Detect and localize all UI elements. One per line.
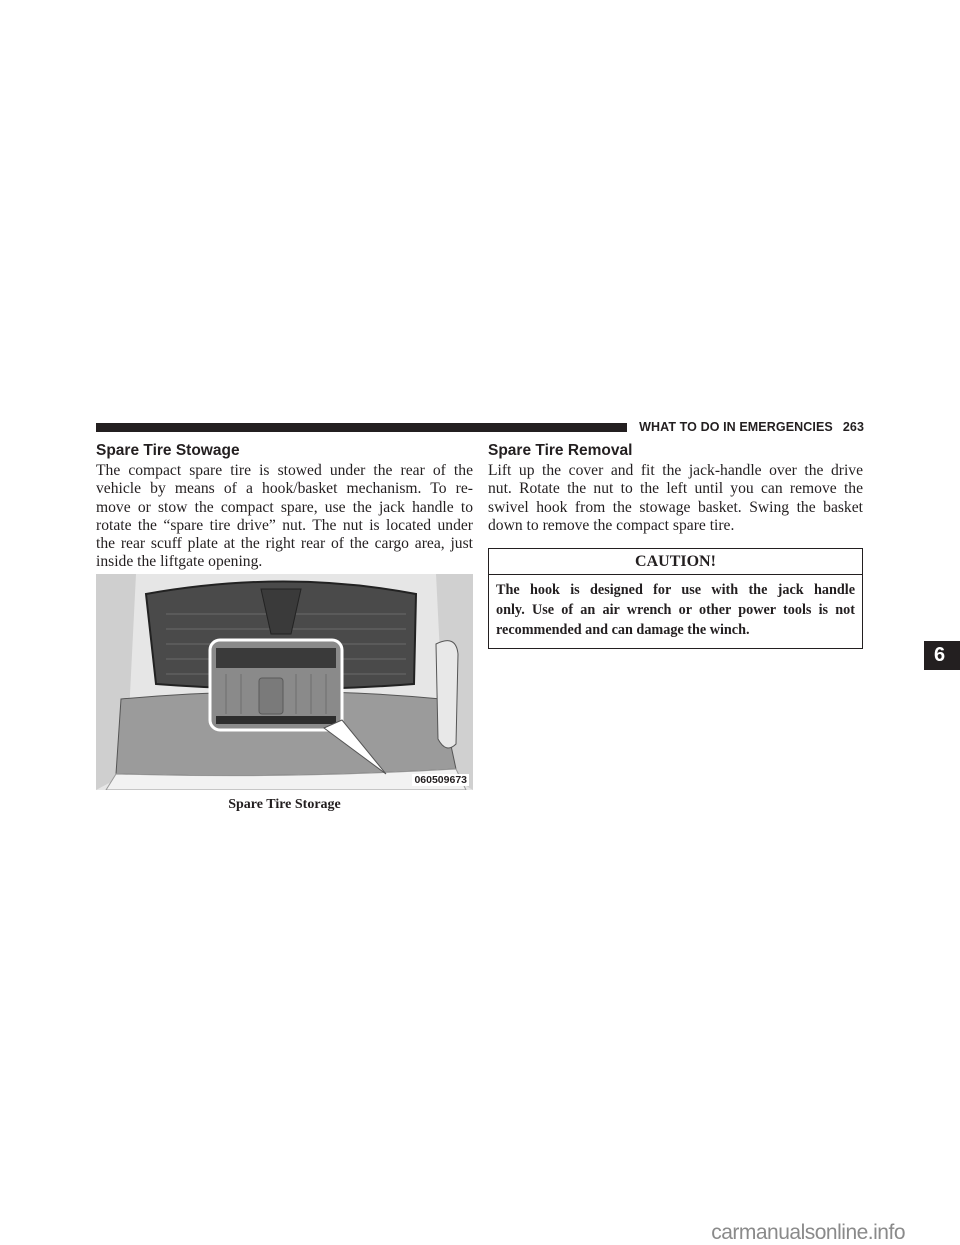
chapter-tab: 6 <box>924 641 960 670</box>
section-title: WHAT TO DO IN EMERGENCIES <box>639 420 833 434</box>
text-line: recommended and can damage the winch. <box>496 622 750 638</box>
heading-spare-tire-removal: Spare Tire Removal <box>488 442 633 459</box>
text-line: rotate the “spare tire drive” nut. The nut is located under <box>96 516 473 534</box>
spare-tire-storage-illustration <box>96 574 473 790</box>
text-line: swivel hook from the stowage basket. Swing the basket <box>488 498 863 516</box>
figure-id: 060509673 <box>414 774 467 786</box>
cargo-area-drawing <box>96 574 473 790</box>
caution-title: CAUTION! <box>489 549 862 575</box>
text-line: move or stow the compact spare, use the jack handle to <box>96 498 473 516</box>
text-line: down to remove the compact spare tire. <box>488 516 735 534</box>
stowage-paragraph <box>96 462 473 572</box>
header-rule <box>96 423 627 432</box>
text-line: Lift up the cover and fit the jack-handle over the drive <box>488 462 863 479</box>
page-number: 263 <box>842 420 864 434</box>
removal-paragraph <box>488 462 863 535</box>
caution-text <box>489 575 862 640</box>
figure-caption: Spare Tire Storage <box>228 797 341 812</box>
text-line: only. Use of an air wrench or other power tools is not <box>496 602 855 618</box>
heading-spare-tire-stowage: Spare Tire Stowage <box>96 442 240 459</box>
running-header <box>634 420 864 434</box>
text-line: vehicle by means of a hook/basket mechanism. To re- <box>96 480 473 498</box>
text-line: The hook is designed for use with the jack handle <box>496 582 855 598</box>
text-line: inside the liftgate opening. <box>96 553 263 571</box>
watermark: carmanualsonline.info <box>711 1221 905 1244</box>
text-line: the rear scuff plate at the right rear of the cargo area, just <box>96 535 473 553</box>
text-line: nut. Rotate the nut to the left until you can remove the <box>488 480 863 498</box>
caution-box <box>488 548 863 649</box>
text-line: The compact spare tire is stowed under the rear of the <box>96 462 473 479</box>
